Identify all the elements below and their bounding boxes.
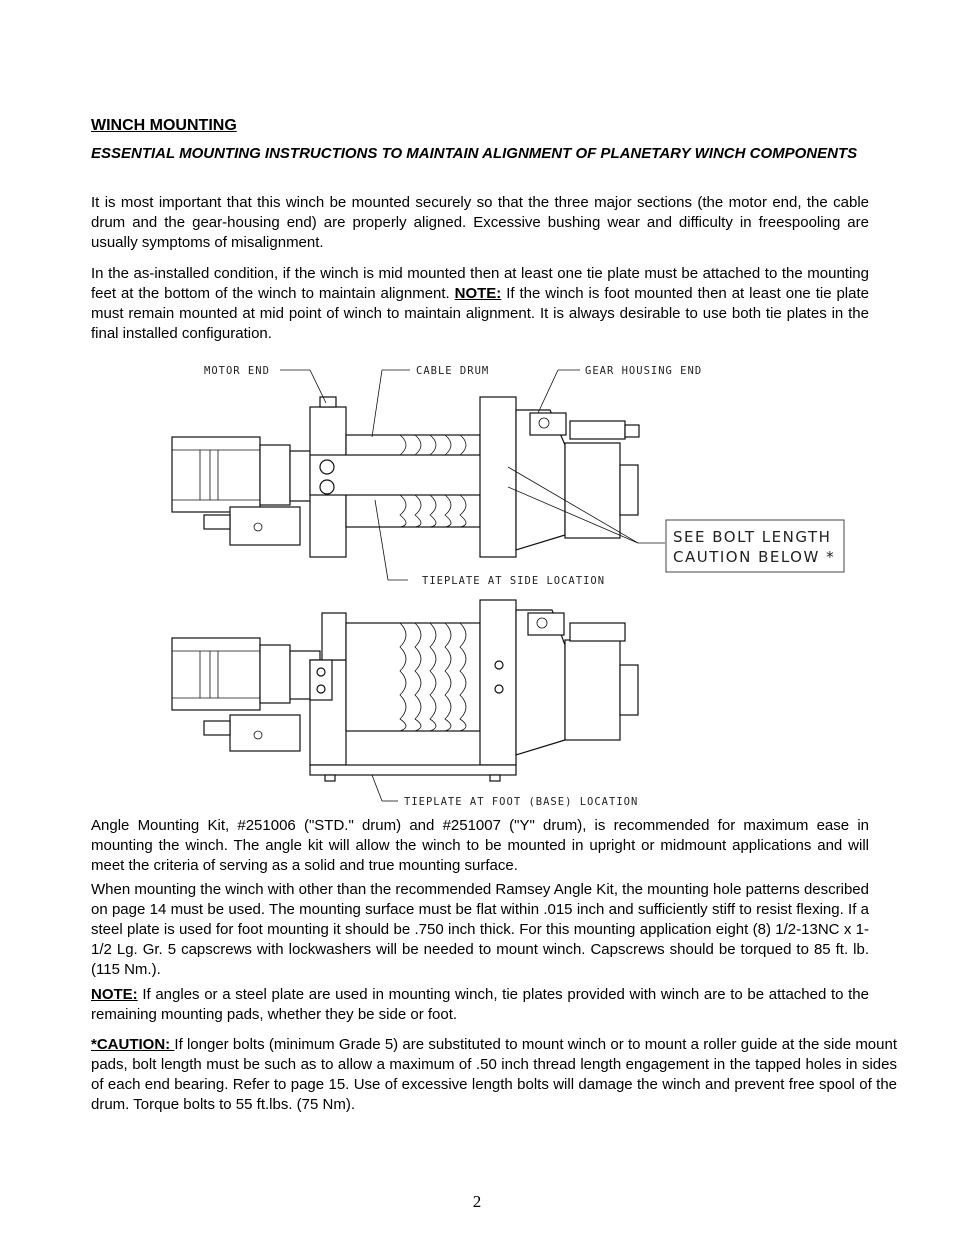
winch-mounting-diagram bbox=[160, 355, 860, 810]
caution-box-line-2: CAUTION BELOW * bbox=[673, 548, 836, 566]
label-gear-housing-end: GEAR HOUSING END bbox=[585, 365, 703, 377]
label-tieplate-foot-location: TIEPLATE AT FOOT (BASE) LOCATION bbox=[404, 796, 639, 808]
caution-box-line-1: SEE BOLT LENGTH bbox=[673, 528, 832, 546]
label-cable-drum: CABLE DRUM bbox=[416, 365, 490, 377]
winch-drawing-svg bbox=[160, 355, 860, 810]
caution-label: *CAUTION: bbox=[91, 1036, 175, 1053]
label-tieplate-side-location: TIEPLATE AT SIDE LOCATION bbox=[422, 575, 606, 587]
para2-text-before: In the as-installed condition, if the winch is mid mounted then at least one tie plate must be attached to the mounting feet at the bottom of the winch to maintain alignment. bbox=[91, 265, 869, 302]
note-label: NOTE: bbox=[454, 285, 502, 302]
note-label-2: NOTE: bbox=[91, 986, 138, 1003]
page-number: 2 bbox=[472, 1192, 482, 1211]
winch-side-mount-drawing bbox=[172, 397, 639, 557]
label-motor-end: MOTOR END bbox=[204, 365, 270, 377]
paragraph-tie-plate-note bbox=[91, 985, 869, 1025]
paragraph-alignment-importance: It is most important that this winch be mounted securely so that the three major sections (the motor end, the cable drum and the gear-housing end) are properly aligned. Excessive bushing wear and difficulty in freespooling are usually symptoms of misalignment. bbox=[91, 194, 869, 251]
para2-text-after: If the winch is foot mounted then at least one tie plate must remain mounted at mid point of winch to maintain alignment. It is always desirable to use both tie plates in the final installed configuration. bbox=[91, 285, 869, 342]
lower-leader-lines bbox=[372, 775, 398, 801]
section-subtitle: ESSENTIAL MOUNTING INSTRUCTIONS TO MAINTAIN ALIGNMENT OF PLANETARY WINCH COMPONENTS bbox=[91, 145, 858, 162]
paragraph-mounting-hole-patterns: When mounting the winch with other than the recommended Ramsey Angle Kit, the mounting hole patterns described on page 14 must be used. The mounting surface must be flat within .015 inch and sufficiently stiff to resist flexing. If a steel plate is used for foot mounting it should be .750 inch thick. For this mounting application eight (8) 1/2-13NC x 1-1/2 Lg. Gr. 5 capscrews with lockwashers will be needed to mount winch. Capscrews should be torqued to 85 ft. lb. (115 Nm.). bbox=[91, 881, 869, 978]
paragraph-angle-mounting-kit: Angle Mounting Kit, #251006 ("STD." drum) and #251007 ("Y" drum), is recommended for maximum ease in mounting the winch. The angle kit will allow the winch to be mounted in upright or midmount applications and will meet the criteria of serving as a solid and true mounting surface. bbox=[91, 817, 869, 874]
bolt-length-caution-box bbox=[666, 520, 844, 572]
para6-text: If longer bolts (minimum Grade 5) are substituted to mount winch or to mount a roller guide at the side mount pads, bolt length must be such as to allow a maximum of .50 inch thread length engagement in the tapped holes in sides of each end bearing. Refer to page 15. Use of excessive length bolts will damage the winch and prevent free spool of the drum. Torque bolts to 55 ft.lbs. (75 Nm). bbox=[91, 1036, 898, 1113]
winch-foot-mount-drawing bbox=[172, 600, 638, 781]
para5-text: If angles or a steel plate are used in mounting winch, tie plates provided with winch are to be attached to the remaining mounting pads, whether they be side or foot. bbox=[91, 986, 869, 1023]
paragraph-tie-plate-requirement bbox=[91, 264, 869, 344]
paragraph-bolt-caution bbox=[91, 1035, 897, 1115]
section-title: WINCH MOUNTING bbox=[91, 117, 237, 134]
